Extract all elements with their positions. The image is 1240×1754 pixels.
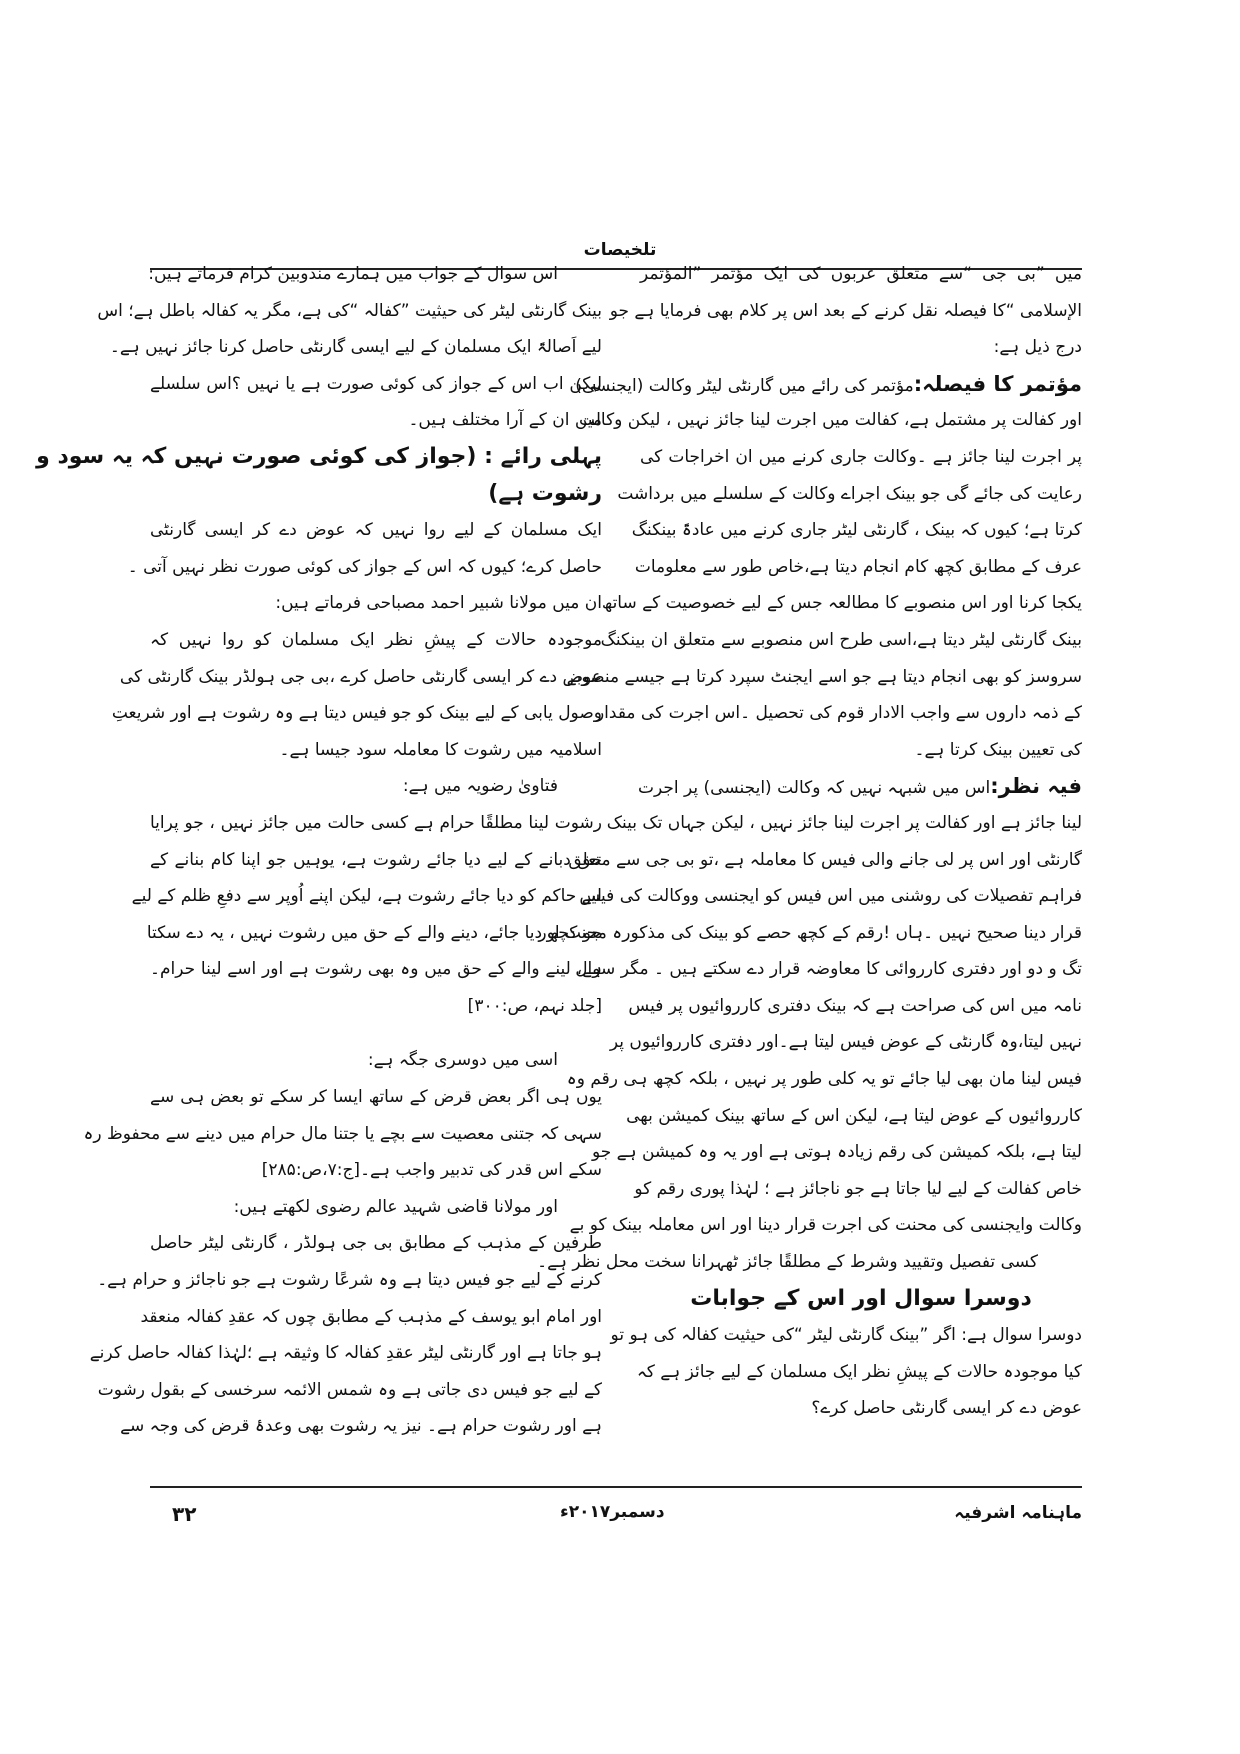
text-line [150,402,602,439]
line-text: رعایت کی جائے گی جو بینک اجراے وکالت کے سلسلے میں برداشت [617,483,1082,504]
line-text: اسلامیہ میں رشوت کا معاملہ سود جیسا ہے۔ [279,739,602,760]
line-text: پہلی رائے : (جواز کی کوئی صورت نہیں کہ یہ سود و [36,443,602,469]
line-text: بینک گارنٹی لیٹر دیتا ہے،اسی طرح اس منصوبے سے متعلق ان بینکنگ [600,629,1082,650]
text-line [127,549,602,586]
text-line [640,256,1082,293]
text-line [150,622,602,659]
text-line [634,1171,1082,1208]
line-text: الإسلامی “کا فیصلہ نقل کرنے کے بعد اس پر کلام بھی فرمایا ہے جو [609,300,1082,321]
text-line [89,1335,602,1372]
line-text: فتاویٰ رضویہ میں ہے: [402,776,558,797]
footer-magazine-name: ماہنامہ اشرفیہ [954,1503,1082,1523]
text-line [150,585,602,622]
text-line [131,878,602,915]
line-text: اس میں شبہہ نہیں کہ وکالت (ایجنسی) پر اجرت [638,778,991,799]
text-line [636,1354,1082,1391]
line-text: پر اجرت لینا جائز ہے ۔وکالت جاری کرنے میں ان اخراجات کی [640,446,1082,467]
line-text: جو کچھ دیا جائے، دینے والے کے حق میں رشوت نہیں ، یہ دے سکتا [146,922,602,943]
text-line [150,1225,602,1262]
text-line [626,1098,1082,1135]
line-text: طرفین کے مذہب کے مطابق بی جی ہولڈر ، گارنٹی لیٹر حاصل [150,1233,602,1254]
line-text: ہے اور رشوت حرام ہے۔ نیز یہ رشوت بھی وعدۂ قرض کی وجہ سے [120,1416,602,1437]
text-line [575,366,1082,403]
text-line [538,915,1082,952]
text-line [150,1189,602,1226]
line-text: اور مولانا قاضی شہید عالم رضوی لکھتے ہیں: [233,1196,558,1217]
line-text: ان میں مولانا شبیر احمد مصباحی فرماتے ہیں: [275,593,602,614]
line-text: عوض دے کر ایسی گارنٹی حاصل کرے؟ [811,1398,1082,1419]
text-line [579,878,1082,915]
text-line [591,1134,1082,1171]
line-text: دوسرا سوال ہے: اگر ”بینک گارنٹی لیٹر “کی حیثیت کفالہ کی ہو تو [610,1325,1082,1346]
line-text: قرار دینا صحیح نہیں ۔ہاں !رقم کے کچھ حصے کو بینک کی مذکورہ محنت اور [538,922,1082,943]
line-text: گارنٹی اور اس پر لی جانے والی فیس کا معاملہ ہے ،تو بی جی سے متعلق [568,849,1082,870]
text-line [150,988,602,1025]
text-line [568,842,1082,879]
line-text: اس سوال کے جواب میں ہمارے مندوبین کرام فرماتے ہیں: [148,264,558,284]
text-line [575,951,1082,988]
line-text: لیکن اب اس کے جواز کی کوئی صورت ہے یا نہیں ؟اس سلسلے [150,373,602,394]
text-line [610,1317,1082,1354]
text-line [640,439,1082,476]
text-line [566,659,1082,696]
footer-page-number: ۳۲ [172,1502,197,1526]
text-line [150,732,602,769]
line-text: بینک گارنٹی لیٹر کی حیثیت ”کفالہ “کی ہے، مگر یہ کفالہ باطل ہے؛ اس [97,300,602,321]
text-line [566,1061,1082,1098]
line-text: کسی تفصیل وتقیید وشرط کے مطلقًا جائز ٹھہرانا سخت محل نظر ہے۔ [537,1252,1038,1273]
text-line [537,1244,1082,1281]
line-text: کیا موجودہ حالات کے پیشِ نظر ایک مسلمان کے لیے جائز ہے کہ [636,1361,1082,1382]
text-line [109,329,602,366]
line-text: نہیں لیتا،وہ گارنٹی کے عوض فیس لیتا ہے۔اور دفتری کارروائیوں پر [609,1032,1082,1053]
text-line [609,1024,1082,1061]
text-line [119,659,602,696]
line-text: کے لیے جو فیس دی جاتی ہے وہ شمس الائمہ سرخسی کے بقول رشوت [97,1379,602,1400]
line-text: فراہم تفصیلات کی روشنی میں اس فیس کو ایجنسی ووکالت کی فیس [579,886,1082,907]
line-text: خاص کفالت کے لیے لیا جاتا ہے جو ناجائز ہے ؛ لہٰذا پوری رقم کو [634,1178,1082,1199]
text-line [150,1042,602,1079]
text-line [600,622,1082,659]
line-text: [جلد نہم، ص:۳۰۰] [467,995,602,1016]
running-header: تلخیصات [583,240,657,260]
line-text: کارروائیوں کے عوض لیتا ہے، لیکن اس کے ساتھ بینک کمیشن بھی [626,1105,1082,1126]
line-text: یکجا کرنا اور اس منصوبے کا مطالعہ جس کے لیے خصوصیت کے ساتھ [601,593,1082,614]
text-line [617,476,1082,513]
line-text: فیس لینا مان بھی لیا جائے تو یہ کلی طور پر نہیں ، بلکہ کچھ ہی رقم وہ [566,1069,1082,1090]
text-line [150,1152,602,1189]
text-line [150,768,602,805]
line-text: سروسز کو بھی انجام دیتا ہے جو اسے ایجنٹ سپرد کرتا ہے جیسے منصوبے [566,666,1082,687]
line-text: رشوت لینا مطلقًا حرام ہے کسی حالت میں جائز نہیں ، جو پرایا [150,812,602,833]
line-text: میں ان کے آرا مختلف ہیں۔ [408,410,602,431]
line-text: لیتا ہے، بلکہ کمیشن کی رقم زیادہ ہوتی ہے اور یہ وہ کمیشن ہے جو [591,1142,1082,1163]
left-column [36,256,602,1445]
text-line [140,1299,602,1336]
line-text: یوں ہی اگر بعض قرض کے ساتھ ایسا کر سکے تو بعض ہی سے [150,1087,602,1108]
text-line [640,768,1082,805]
text-line [150,512,602,549]
text-line [120,1408,602,1445]
line-text: سکے اس قدر کی تدبیر واجب ہے۔[ج:۷،ص:۲۸۵] [261,1160,602,1181]
line-text: لیے اَصالۃً ایک مسلمان کے لیے ایسی گارنٹی حاصل کرنا جائز نہیں ہے۔ [109,337,602,358]
line-text: موجودہ حالات کے پیشِ نظر ایک مسلمان کو روا نہیں کہ [150,629,602,650]
text-line [606,805,1082,842]
text-line [150,366,602,403]
text-line [111,695,602,732]
line-text: کی تعیین بینک کرتا ہے۔ [914,739,1082,760]
line-text: دوسرا سوال اور اس کے جوابات [690,1285,1032,1311]
section-heading [640,1281,1082,1318]
line-text: اور امام ابو یوسف کے مذہب کے مطابق چوں کہ عقدِ کفالہ منعقد [140,1306,602,1327]
text-line [150,842,602,879]
line-text: ہے، لینے والے کے حق میں وہ بھی رشوت ہے اور اسے لینا حرام۔ [150,959,602,980]
text-line [595,695,1082,732]
line-text: اور کفالت پر مشتمل ہے، کفالت میں اجرت لینا جائز نہیں ، لیکن وکالت [579,410,1082,431]
line-text: نامہ میں اس کی صراحت ہے کہ بینک دفتری کارروائیوں پر فیس [628,995,1082,1016]
line-text: کرتا ہے؛ کیوں کہ بینک ، گارنٹی لیٹر جاری کرنے میں عادۃً بینکنگ [631,520,1082,541]
text-line [150,951,602,988]
line-text: لیے حاکم کو دیا جائے رشوت ہے، لیکن اپنے اُوپر سے دفعِ ظلم کے لیے [131,886,602,907]
line-text: وکالت وایجنسی کی محنت کی اجرت قرار دینا اور اس معاملہ بینک کو بے [569,1215,1082,1236]
text-line [146,915,602,952]
line-text: حاصل کرے؛ کیوں کہ اس کے جواز کی کوئی صورت نظر نہیں آتی ۔ [127,556,602,577]
footer-date: دسمبر۲۰۱۷ء [560,1502,665,1522]
text-line [150,1024,602,1042]
line-text: عوض دے کر ایسی گارنٹی حاصل کرے ،بی جی ہولڈر بینک گارنٹی کی [119,666,602,687]
line-text: حق دبانے کے لیے دیا جائے رشوت ہے، یوہیں جو اپنا کام بنانے کے [150,849,602,870]
line-text: ایک مسلمان کے لیے روا نہیں کہ عوض دے کر ایسی گارنٹی [150,520,602,541]
text-line [150,256,602,293]
line-text: کے ذمہ داروں سے واجب الادار قوم کی تحصیل ۔اس اجرت کی مقدار [595,703,1082,724]
text-line [601,585,1082,622]
text-line [628,988,1082,1025]
text-line [631,512,1082,549]
line-text: کرنے کے لیے جو فیس دیتا ہے وہ شرعًا رشوت ہے جو ناجائز و حرام ہے۔ [97,1270,602,1291]
line-text: ہو جاتا ہے اور گارنٹی لیٹر عقدِ کفالہ کا وثیقہ ہے ؛لہٰذا کفالہ حاصل کرنے [89,1343,602,1364]
section-heading [36,439,602,476]
line-text: رشوت ہے) [488,480,602,506]
text-line [634,549,1082,586]
line-text: تگ و دو اور دفتری کارروائی کا معاوضہ قرار دے سکتے ہیں ۔ مگر سوال [575,959,1082,980]
text-line [640,732,1082,769]
bold-lead-label: فیہ نظر: [990,774,1082,799]
text-line [150,805,602,842]
text-line [97,1372,602,1409]
text-line [569,1207,1082,1244]
text-line [579,402,1082,439]
line-text: درج ذیل ہے: [993,337,1082,358]
line-text: عرف کے مطابق کچھ کام انجام دیتا ہے،خاص طور سے معلومات [634,556,1082,577]
text-line [83,1116,602,1153]
line-text: لینا جائز ہے اور کفالت پر اجرت لینا جائز نہیں ، لیکن جہاں تک بینک [606,812,1082,833]
text-line [640,1390,1082,1427]
line-text: اسی میں دوسری جگہ ہے: [367,1050,558,1071]
line-text: وصول یابی کے لیے بینک کو جو فیس دیتا ہے وہ رشوت ہے اور شریعتِ [111,703,602,724]
bold-lead-label: مؤتمر کا فیصلہ: [913,371,1082,396]
footer-rule [150,1486,1082,1488]
text-line [97,1262,602,1299]
line-text: سہی کہ جتنی معصیت سے بچے یا جتنا مال حرام میں دینے سے محفوظ رہ [83,1123,602,1144]
text-line [609,293,1082,330]
text-line [640,329,1082,366]
text-line [150,1079,602,1116]
section-heading [150,476,602,513]
line-text: مؤتمر کی رائے میں گارنٹی لیٹر وکالت (ایجنسی) [575,375,914,396]
line-text: میں ”بی جی “سے متعلق عربوں کی ایک مؤتمر ”المؤتمر [640,264,1082,284]
text-line [97,293,602,330]
